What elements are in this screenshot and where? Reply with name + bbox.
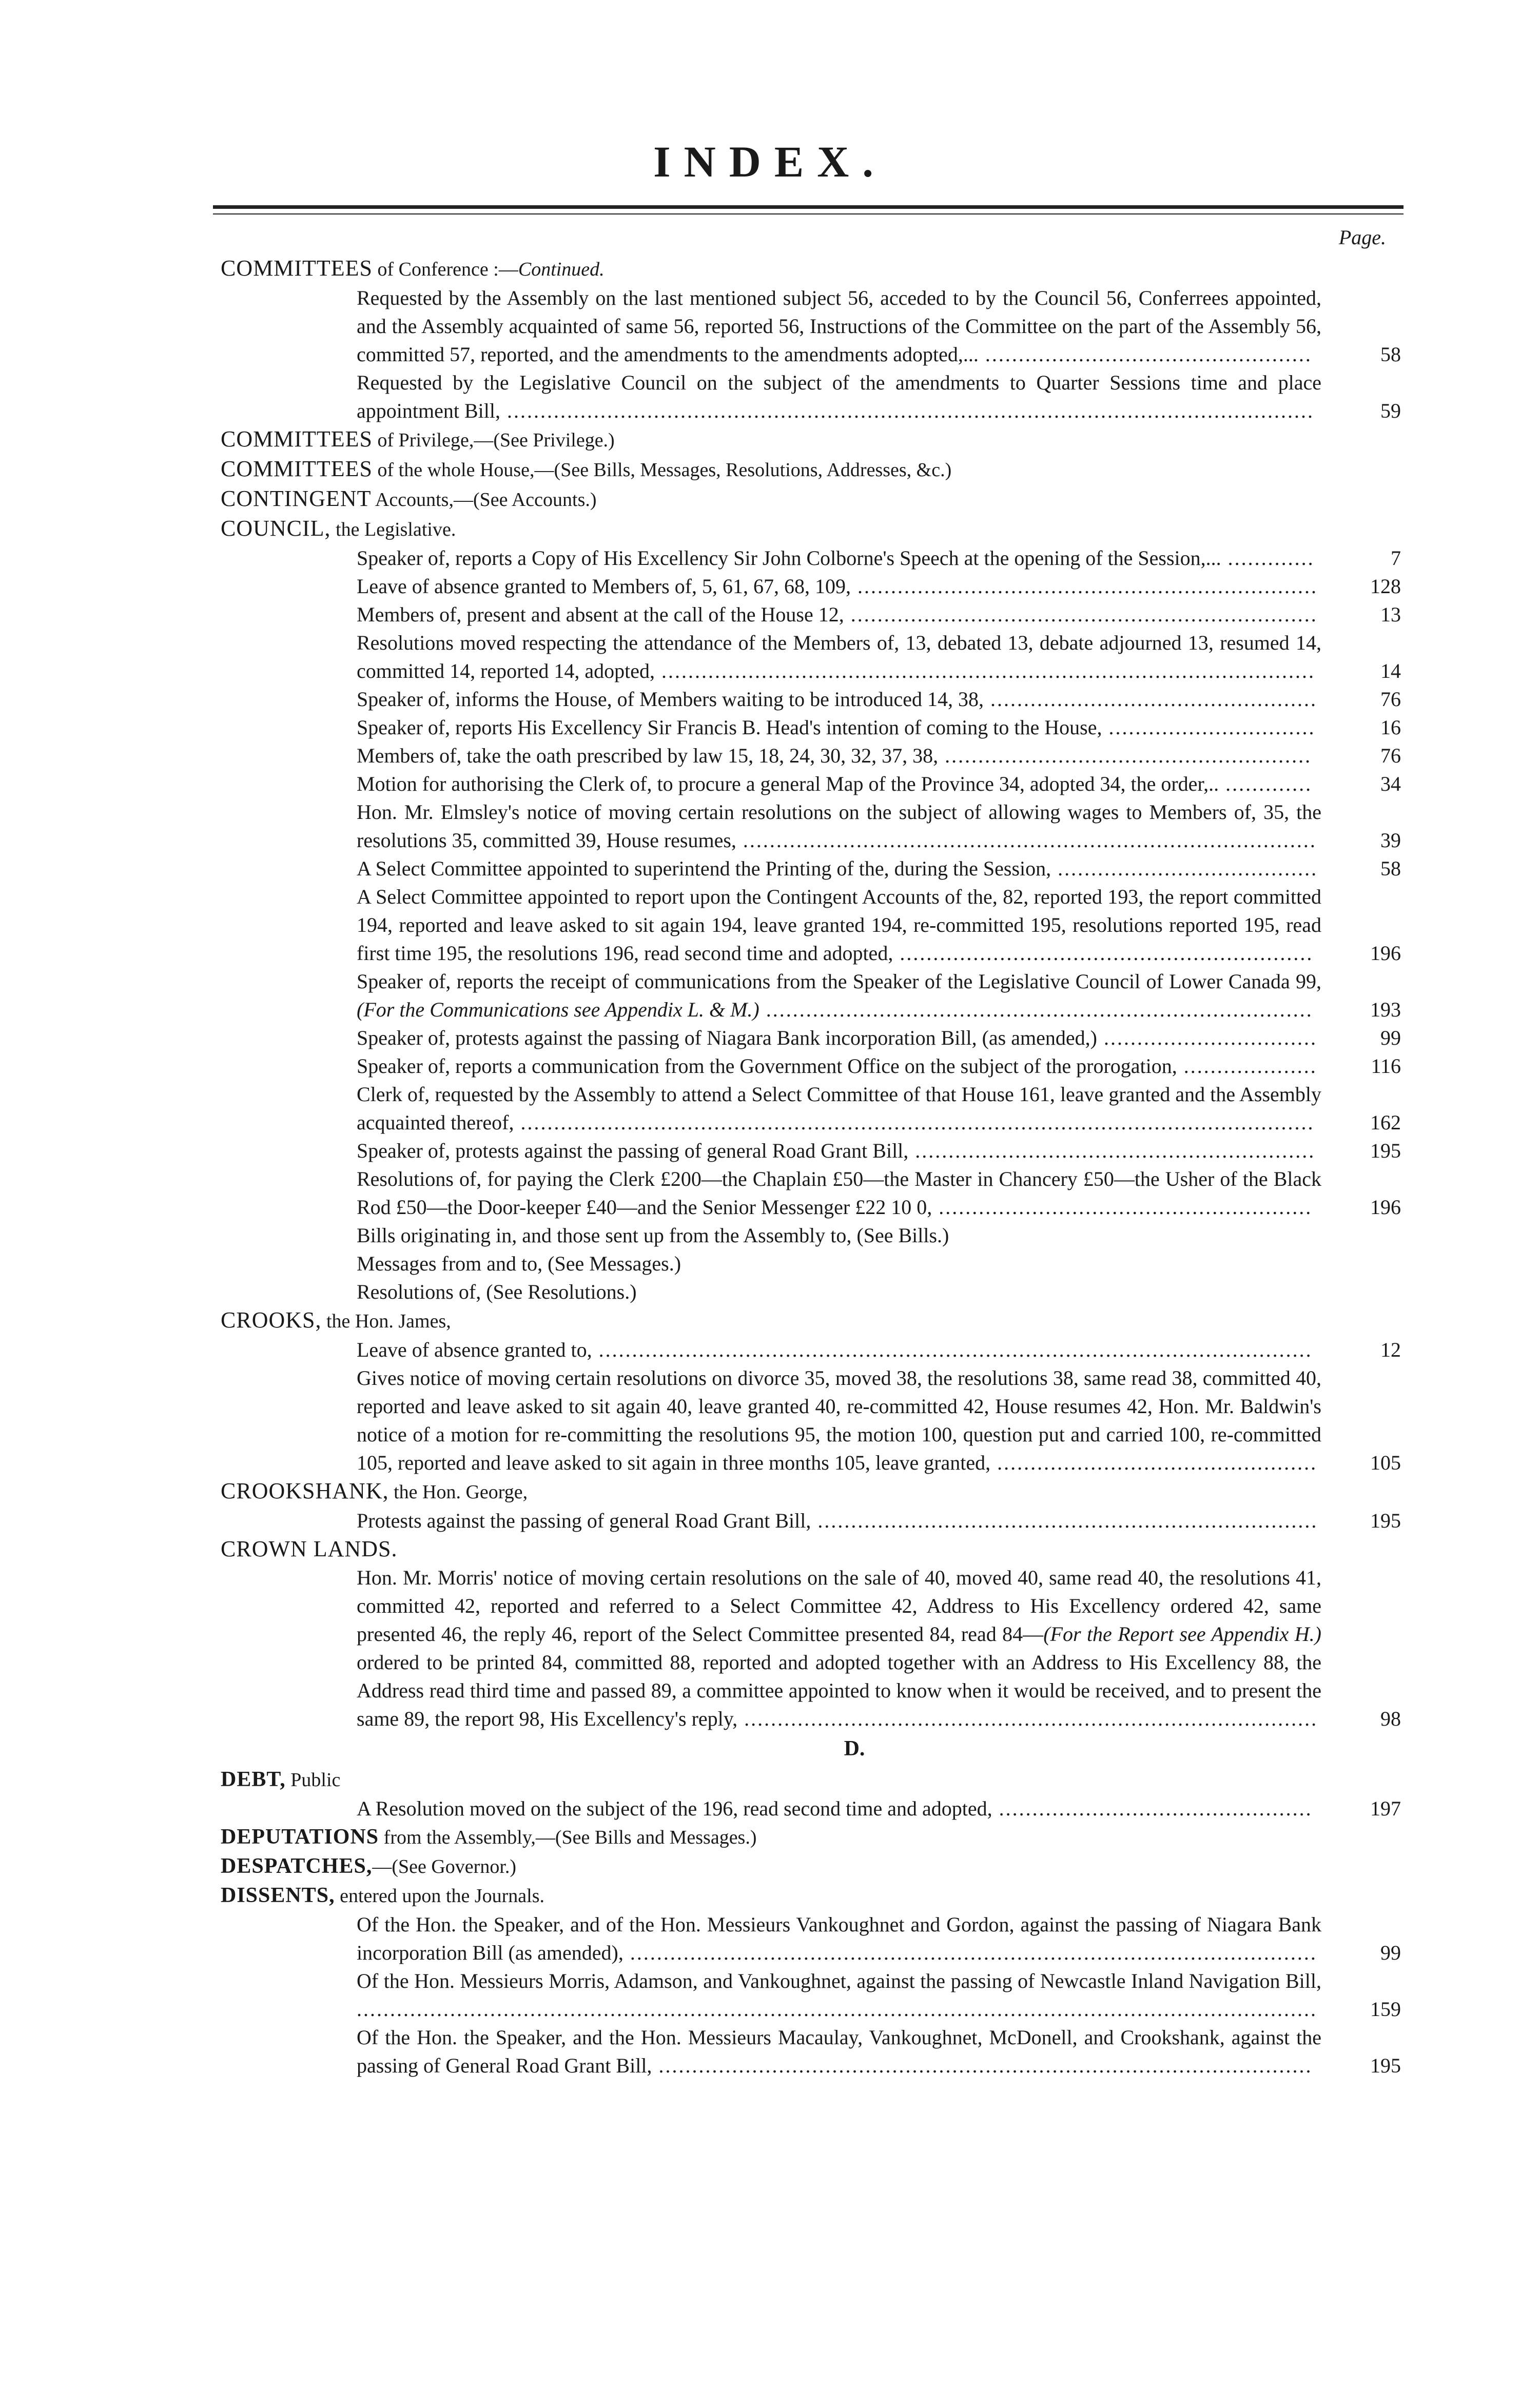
entry-text: Members of, take the oath prescribed by law 15, 18, 24, 30, 32, 37, 38,	[357, 744, 939, 767]
heading-key: CONTINGENT	[221, 486, 372, 511]
page-number: 197	[1370, 1797, 1401, 1820]
group-crown	[221, 1563, 1401, 1733]
entry-text: Hon. Mr. Morris' notice of moving certain resolutions on the sale of 40, moved 40, same read 40, the resolutions 41, committed 42, reported and referred to a Select Committee 42, Address to His Excellency ordered 42, same presented 46, the reply 46, report of the Select Committee presented 84, read 84—	[357, 1566, 1321, 1646]
page-number: 76	[1380, 744, 1401, 767]
entry-text: Leave of absence granted to Members of, 5, 61, 67, 68, 109,	[357, 575, 851, 598]
heading-text: the Legislative.	[330, 519, 456, 540]
heading-text: the Hon. George,	[388, 1481, 528, 1503]
dot-leader: ..................................................................................	[759, 998, 1313, 1021]
page-number: 195	[1370, 2054, 1401, 2077]
heading-key: COMMITTEES	[221, 426, 373, 452]
heading-crooks	[221, 1306, 1401, 1336]
entry-text: Protests against the passing of general Road Grant Bill,	[357, 1509, 811, 1532]
dot-leader: ...........................................................................	[811, 1509, 1318, 1532]
heading-italic: Continued.	[518, 259, 605, 280]
page-number: 59	[1380, 399, 1401, 422]
heading-committees-conference	[221, 254, 1401, 284]
index-entry	[221, 1080, 1401, 1137]
index-entry	[221, 1336, 1401, 1364]
title-rule-thick	[213, 205, 1403, 209]
dot-leader: .................................................	[983, 688, 1317, 711]
index-entry	[221, 1364, 1401, 1477]
dot-leader: .......................................................................................................	[623, 1941, 1317, 1964]
page-number: 116	[1371, 1054, 1401, 1078]
page-number: 162	[1370, 1111, 1401, 1134]
group-dissents	[221, 1910, 1401, 2080]
index-entry	[221, 883, 1401, 967]
page-title: INDEX.	[653, 137, 887, 186]
dot-leader: ......................................................................................	[736, 829, 1317, 852]
heading-key: DISSENTS,	[221, 1884, 335, 1907]
entry-text: Clerk of, requested by the Assembly to attend a Select Committee of that House 161, leave granted and the Assembly acquainted thereof,	[357, 1083, 1321, 1134]
section-letter-d: D.	[844, 1737, 865, 1761]
entry-text-continued: ordered to be printed 84, committed 88, reported and adopted together with an Address to His Excellency 88, the Address read third time and passed 89, a committee appointed to know when it would be received, and to present the same 89, the report 98, His Excellency's reply,	[357, 1651, 1321, 1730]
dot-leader: ..................................................................................................	[654, 659, 1315, 682]
heading-text: —(See Governor.)	[372, 1856, 517, 1877]
dot-leader: .......................................................................................................................	[514, 1111, 1315, 1134]
page-number: 159	[1370, 1998, 1401, 2021]
heading-text: of Conference :—	[373, 259, 518, 280]
heading-committees-whole	[221, 455, 1401, 484]
entry-text: Speaker of, reports a Copy of His Excellency Sir John Colborne's Speech at the opening of the Session,...	[357, 546, 1221, 570]
heading-key: COMMITTEES	[221, 456, 373, 481]
entry-text: Speaker of, reports His Excellency Sir Francis B. Head's intention of coming to the House,	[357, 716, 1102, 739]
dot-leader: ..............................................................	[893, 942, 1314, 965]
entry-text: A Select Committee appointed to superintend the Printing of the, during the Session,	[357, 857, 1051, 880]
entry-text: Leave of absence granted to,	[357, 1338, 592, 1361]
group-council	[221, 544, 1401, 1221]
page-number: 99	[1380, 1026, 1401, 1049]
dot-leader: ................................................	[990, 1451, 1318, 1474]
heading-key: COMMITTEES	[221, 256, 373, 281]
page-number: 193	[1370, 998, 1401, 1021]
page-number: 58	[1380, 857, 1401, 880]
index-entry	[221, 1052, 1401, 1080]
entry-text: Speaker of, informs the House, of Members waiting to be introduced 14, 38,	[357, 688, 984, 711]
dot-leader: ...............................................	[992, 1797, 1313, 1820]
index-entry	[221, 284, 1401, 368]
entry-text: A Select Committee appointed to report upon the Contingent Accounts of the, 82, reported 193, the report committed 194, reported and leave asked to sit again 194, leave granted 194, re-committed 195, resolutions reported 195, read first time 195, the resolutions 196, read second time and adopted,	[357, 885, 1321, 965]
index-entry	[221, 967, 1401, 1024]
heading-key: CROOKS,	[221, 1307, 322, 1333]
entry-text: Members of, present and absent at the call of the House 12,	[357, 603, 844, 626]
page-number: 196	[1370, 942, 1401, 965]
entry-text: Resolutions moved respecting the attendance of the Members of, 13, debated 13, debate adjourned 13, resumed 14, committed 14, reported 14, adopted,	[357, 631, 1321, 682]
title-rule-thin	[213, 213, 1403, 214]
dot-leader: .............	[1219, 772, 1313, 795]
index-entry	[221, 600, 1401, 629]
heading-text: the Hon. James,	[321, 1310, 451, 1332]
cross-reference-note: Bills originating in, and those sent up from the Assembly to, (See Bills.)	[357, 1224, 949, 1247]
dot-leader: .....................................................................	[851, 575, 1318, 598]
index-entry	[221, 713, 1401, 741]
group-council-notes	[221, 1221, 1401, 1306]
page-column-label: Page.	[1338, 226, 1386, 249]
page-number: 13	[1380, 603, 1401, 626]
page-number: 7	[1391, 546, 1401, 570]
dot-leader: .......................................	[1051, 857, 1318, 880]
page-number: 105	[1370, 1451, 1401, 1474]
entry-text: Motion for authorising the Clerk of, to procure a general Map of the Province 34, adopted 34, the order,..	[357, 772, 1219, 795]
page-number: 98	[1380, 1707, 1401, 1730]
page-number: 196	[1370, 1196, 1401, 1219]
heading-crookshank	[221, 1477, 1401, 1507]
entry-text: A Resolution moved on the subject of the 196, read second time and adopted,	[357, 1797, 992, 1820]
dot-leader: ...........................................................................................................	[592, 1338, 1313, 1361]
index-entry	[221, 629, 1401, 685]
page-number: 99	[1380, 1941, 1401, 1964]
index-entry	[221, 1967, 1401, 2023]
entry-text: Hon. Mr. Elmsley's notice of moving certain resolutions on the subject of allowing wages to Members of, 35, the resolutions 35, committed 39, House resumes,	[357, 800, 1321, 852]
entry-reference: (For the Report see Appendix H.)	[1043, 1622, 1322, 1646]
heading-contingent	[221, 484, 1401, 514]
page-number: 12	[1380, 1338, 1401, 1361]
heading-key: CROOKSHANK,	[221, 1478, 389, 1503]
page-number: 195	[1370, 1509, 1401, 1532]
entry-text: Speaker of, reports a communication from the Government Office on the subject of the prorogation,	[357, 1054, 1177, 1078]
entry-text: Speaker of, protests against the passing of Niagara Bank incorporation Bill, (as amended,)	[357, 1026, 1097, 1049]
entry-text: Requested by the Legislative Council on the subject of the amendments to Quarter Sessions time and place appointment Bill,	[357, 371, 1321, 422]
entry-text: Requested by the Assembly on the last mentioned subject 56, acceded to by the Council 56, Conferrees appointed, and the Assembly acquainted of same 56, reported 56, Instructions of the Committee on the part of the Assembly 56, committed 57, reported, and the amendments to the amendments adopted,...	[357, 286, 1321, 366]
dot-leader: ....................	[1177, 1054, 1317, 1078]
dot-leader: ...............................	[1102, 716, 1316, 739]
heading-text: Accounts,—(See Accounts.)	[371, 489, 597, 511]
heading-despatches	[221, 1852, 1401, 1881]
entry-text: Of the Hon. Messieurs Morris, Adamson, and Vankoughnet, against the passing of Newcastle Inland Navigation Bill,	[357, 1969, 1321, 1992]
dot-leader: ..................................................................................................	[652, 2054, 1313, 2077]
heading-key: CROWN LANDS.	[221, 1536, 398, 1561]
index-entry	[221, 1910, 1401, 1967]
dot-leader: ................................................................................................................................................	[357, 1998, 1317, 2021]
index-entry	[221, 741, 1401, 770]
cross-reference-note: Messages from and to, (See Messages.)	[357, 1252, 681, 1275]
index-entry	[221, 1794, 1401, 1823]
cross-reference-note: Resolutions of, (See Resolutions.)	[357, 1280, 637, 1303]
index-entry	[221, 798, 1401, 854]
dot-leader: .............	[1221, 546, 1315, 570]
heading-key: DEBT,	[221, 1768, 286, 1791]
heading-text: of Privilege,—(See Privilege.)	[373, 429, 615, 451]
page-number: 195	[1370, 1139, 1401, 1162]
entry-text: Speaker of, protests against the passing of general Road Grant Bill,	[357, 1139, 909, 1162]
group-conference	[221, 284, 1401, 425]
page-number: 14	[1380, 659, 1401, 682]
index-entry	[221, 685, 1401, 713]
index-entry	[221, 1165, 1401, 1221]
page-number: 16	[1380, 716, 1401, 739]
heading-key: COUNCIL,	[221, 516, 331, 541]
heading-key: DEPUTATIONS	[221, 1825, 379, 1849]
dot-leader: ........................................................	[932, 1196, 1313, 1219]
heading-deputations	[221, 1823, 1401, 1852]
heading-committees-privilege	[221, 425, 1401, 455]
page-number: 39	[1380, 829, 1401, 852]
dot-leader: ......................................................................................	[737, 1707, 1318, 1730]
heading-text: from the Assembly,—(See Bills and Messages.)	[379, 1827, 757, 1848]
entry-text: Resolutions of, for paying the Clerk £200—the Chaplain £50—the Master in Chancery £50—the Usher of the Black Rod £50—the Door-keeper £40—and the Senior Messenger £22 10 0,	[357, 1167, 1321, 1219]
entry-text: Of the Hon. the Speaker, and the Hon. Messieurs Macaulay, Vankoughnet, McDonell, and Crookshank, against the passing of General Road Grant Bill,	[357, 2026, 1321, 2077]
index-entry	[221, 770, 1401, 798]
entry-reference: (For the Communications see Appendix L. & M.)	[357, 998, 759, 1021]
entry-text: Of the Hon. the Speaker, and of the Hon. Messieurs Vankoughnet and Gordon, against the passing of Niagara Bank incorporation Bill (as amended),	[357, 1913, 1321, 1964]
dot-leader: ................................	[1097, 1026, 1317, 1049]
heading-text: Public	[285, 1769, 341, 1791]
heading-council	[221, 514, 1401, 544]
page-number: 128	[1370, 575, 1401, 598]
index-body	[221, 254, 1401, 2080]
heading-debt	[221, 1765, 1401, 1794]
dot-leader: .................................................	[978, 343, 1312, 366]
heading-text: of the whole House,—(See Bills, Messages, Resolutions, Addresses, &c.)	[373, 459, 952, 481]
dot-leader: .......................................................	[938, 744, 1312, 767]
index-entry	[221, 1563, 1401, 1733]
dot-leader: .........................................................................................................................	[500, 399, 1314, 422]
group-crookshank	[221, 1507, 1401, 1535]
index-entry	[221, 572, 1401, 600]
index-entry	[221, 1024, 1401, 1052]
dot-leader: ......................................................................	[844, 603, 1318, 626]
page-number: 76	[1380, 688, 1401, 711]
heading-dissents	[221, 1881, 1401, 1910]
dot-leader: ............................................................	[908, 1139, 1316, 1162]
index-entry	[221, 544, 1401, 572]
index-entry	[221, 854, 1401, 883]
heading-crown-lands	[221, 1535, 1401, 1563]
index-entry	[221, 1137, 1401, 1165]
index-entry	[221, 2023, 1401, 2080]
page-number: 58	[1380, 343, 1401, 366]
entry-text: Gives notice of moving certain resolutions on divorce 35, moved 38, the resolutions 38, same read 38, committed 40, reported and leave asked to sit again 40, leave granted 40, re-committed 42, House resumes 42, Hon. Mr. Baldwin's notice of a motion for re-committing the resolutions 95, the motion 100, question put and carried 100, re-committed 105, reported and leave asked to sit again in three months 105, leave granted,	[357, 1366, 1321, 1474]
page-number: 34	[1380, 772, 1401, 795]
heading-key: DESPATCHES,	[221, 1854, 373, 1878]
heading-text: entered upon the Journals.	[335, 1885, 544, 1907]
group-debt	[221, 1794, 1401, 1823]
index-entry	[221, 1507, 1401, 1535]
entry-text: Speaker of, reports the receipt of communications from the Speaker of the Legislative Council of Lower Canada 99,	[357, 970, 1321, 993]
index-entry	[221, 368, 1401, 425]
group-crooks	[221, 1336, 1401, 1477]
